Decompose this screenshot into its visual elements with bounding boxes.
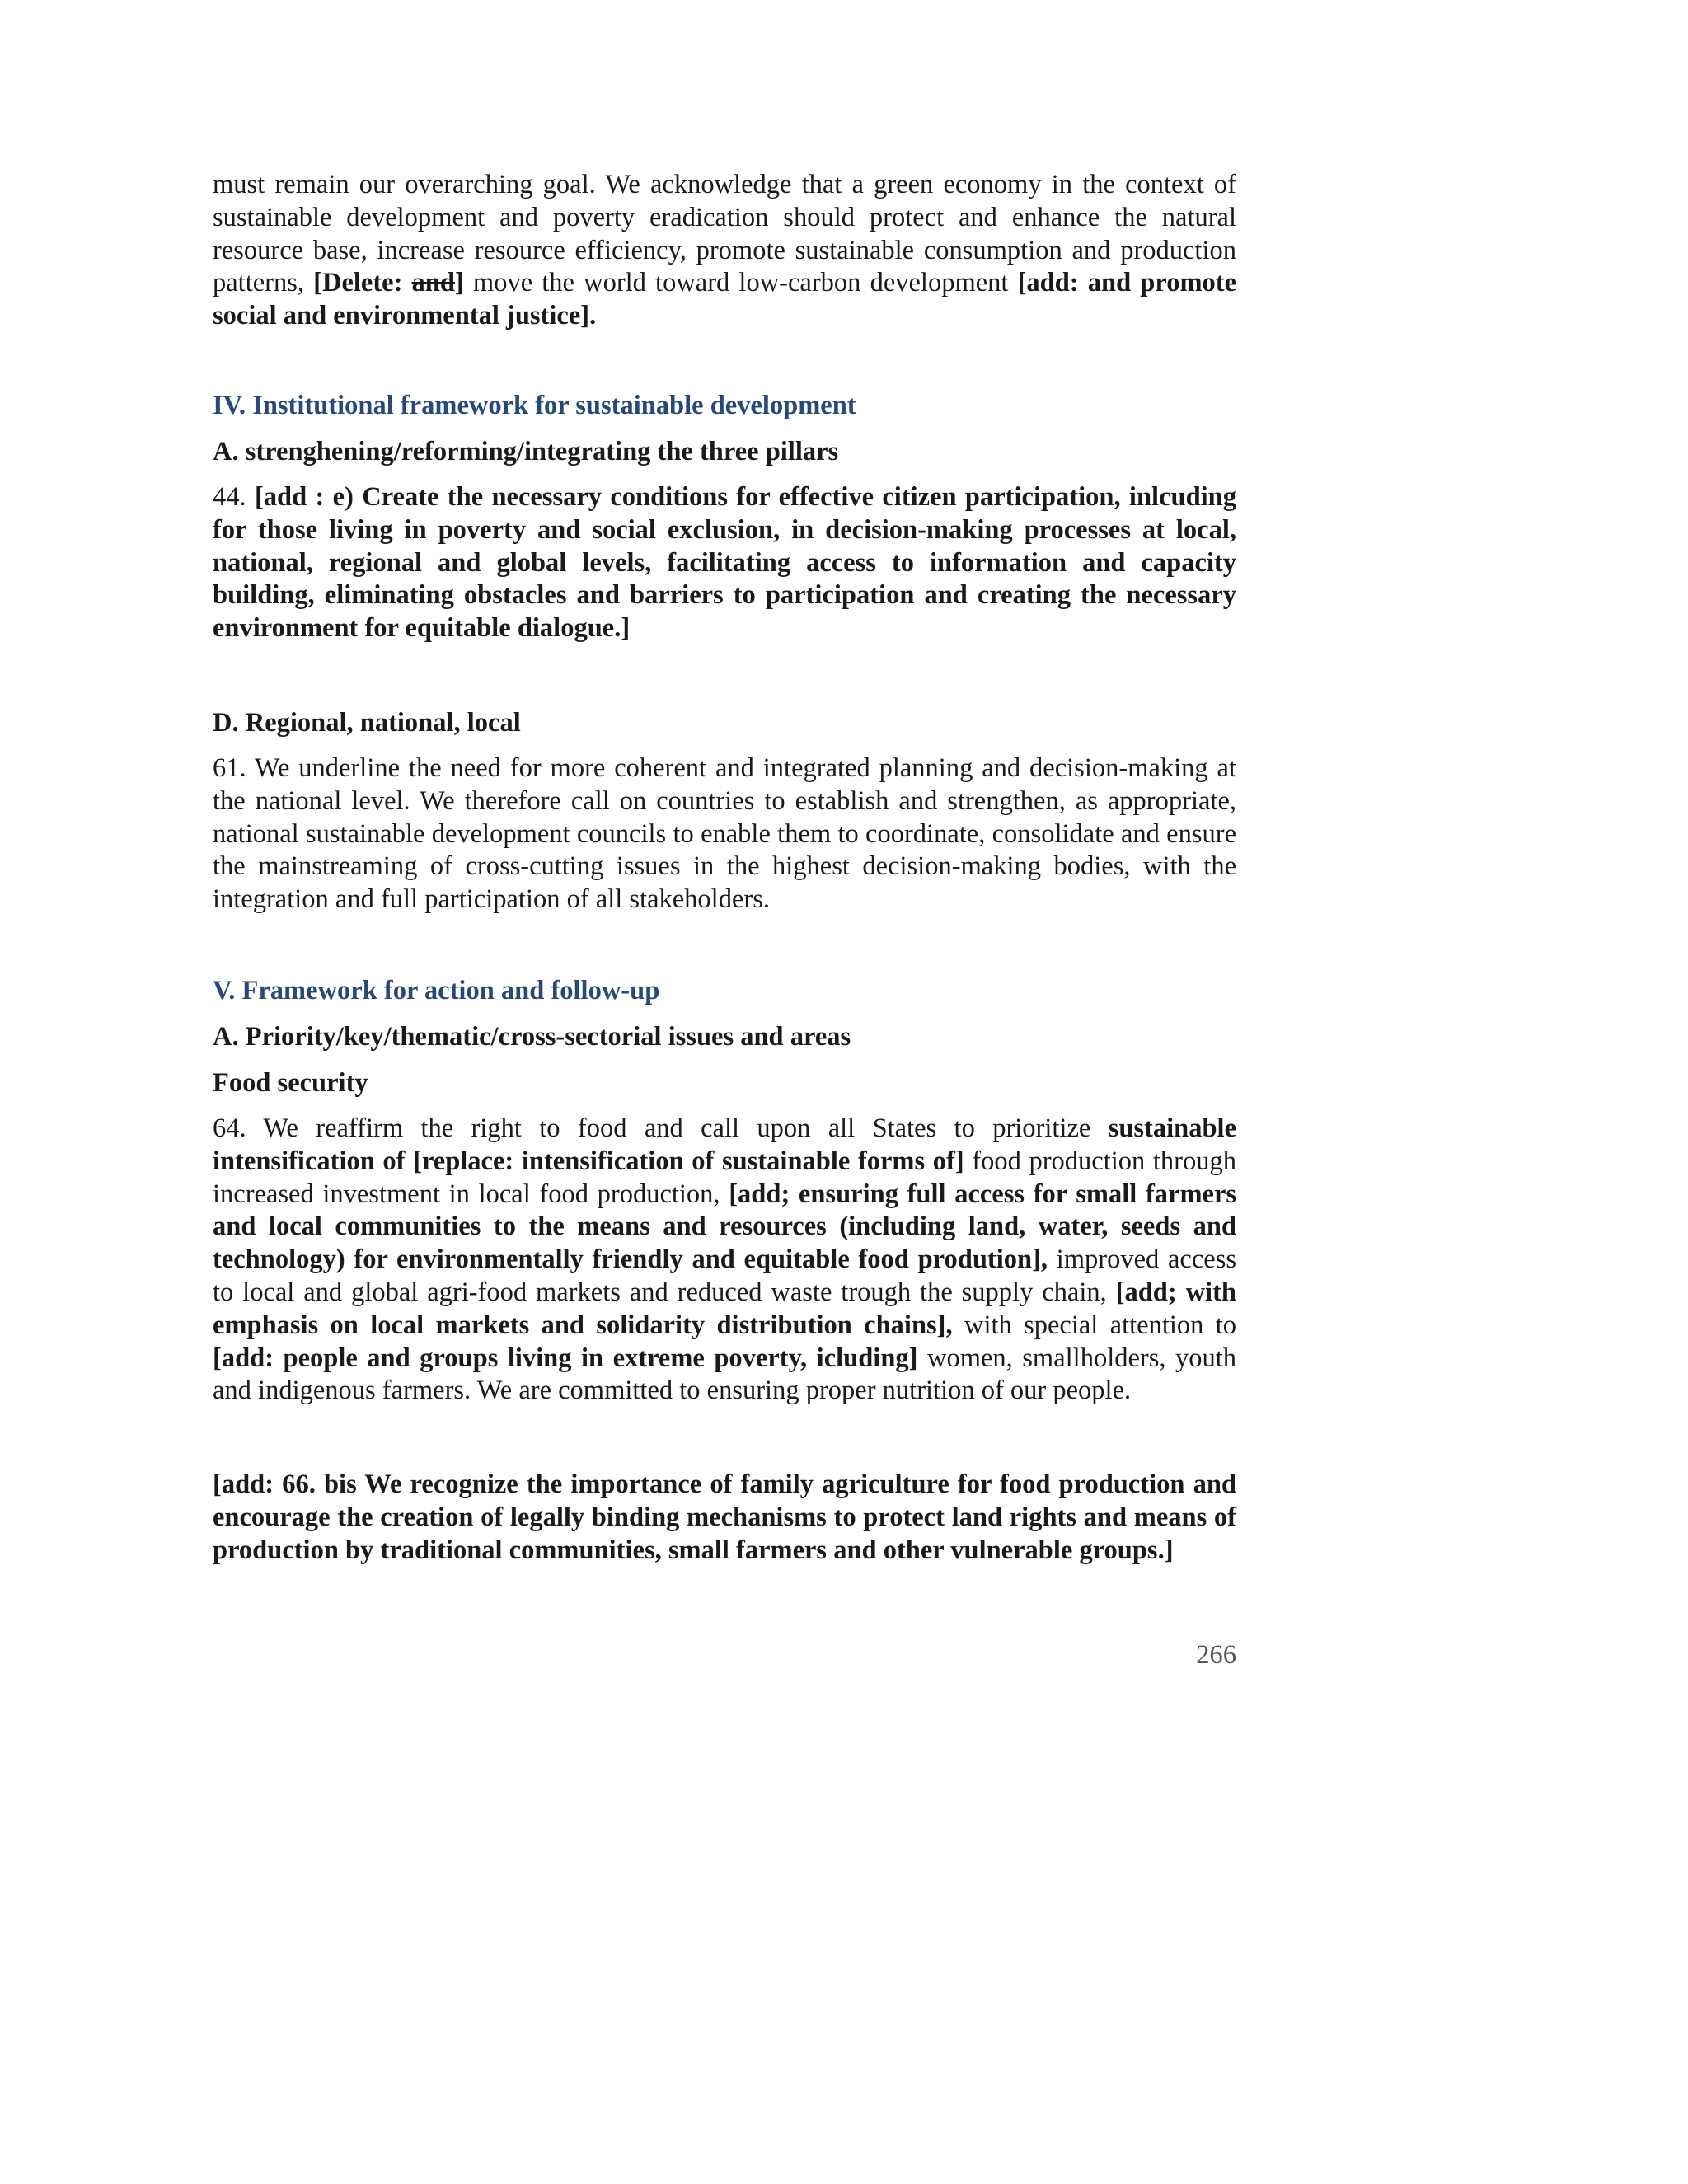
paragraph-64 <box>213 1113 1236 1408</box>
subsection-d-heading: D. Regional, national, local <box>213 707 521 738</box>
document-page <box>213 169 1237 1670</box>
p64-text-4: with special attention to <box>964 1310 1237 1340</box>
subsection-a-heading: A. strenghening/reforming/integrating the three pillars <box>213 436 839 466</box>
paragraph-61: 61. We underline the need for more coherent and integrated planning and decision-making at the national level. We therefore call on countries to establish and strengthen, as appropriate, national sustainable development councils to enable them to coordinate, consolidate and ensure the mainstreaming of cross-cutting issues in the highest decision-making bodies, with the integration and full participation of all stakeholders. <box>213 752 1236 915</box>
deleted-word: and <box>411 268 455 298</box>
page-number: 266 <box>1196 1639 1236 1670</box>
food-security-heading: Food security <box>213 1067 368 1098</box>
p64-text-1: 64. We reaffirm the right to food and call upon all States to prioritize <box>213 1113 1091 1143</box>
section-v-heading: V. Framework for action and follow-up <box>213 975 660 1005</box>
p64-add-amendment-1: [add; ensuring full access for small farmers and local communities to the means and resources (including land, water, seeds and technology) for environmentally friendly and equitable food prodution], <box>213 1179 1237 1275</box>
intro-paragraph <box>213 169 1236 333</box>
paragraph-number: 44. <box>213 481 246 512</box>
p64-add-amendment-2: [add; with emphasis on local markets and solidarity distribution chains], <box>213 1277 1236 1340</box>
add-amendment: [add : e) Create the necessary conditions for effective citizen participation, inlcuding for those living in poverty and social exclusion, in decision-making processes at local, national, regional and global levels, facilitating access to information and capacity building, eliminating obstacles and barriers to participation and creating the necessary environment for equitable dialogue.] <box>213 481 1236 644</box>
paragraph-44 <box>213 481 1236 645</box>
p64-text-3: improved access to local and global agri-food markets and reduced waste trough the supply chain, <box>213 1244 1236 1307</box>
subsection-priority-heading: A. Priority/key/thematic/cross-sectorial issues and areas <box>213 1021 851 1052</box>
intro-text-continued: move the world toward low-carbon development <box>472 268 1009 298</box>
intro-text: must remain our overarching goal. We acknowledge that a green economy in the context of sustainable development and poverty eradication should protect and enhance the natural resource base, increase resource efficiency, promote sustainable consumption and production patterns, <box>213 170 1236 298</box>
paragraph-66-bis: [add: 66. bis We recognize the importance of family agriculture for food production and encourage the creation of legally binding mechanisms to protect land rights and means of production by traditional communities, small farmers and other vulnerable groups.] <box>213 1469 1236 1565</box>
add-amendment: [add: and promote social and environmental justice]. <box>213 268 1237 331</box>
p64-replace-amendment: sustainable intensification of [replace: intensification of sustainable forms of] <box>213 1113 1236 1176</box>
p64-add-amendment-3: [add: people and groups living in extreme poverty, icluding] <box>213 1343 918 1373</box>
section-iv-heading: IV. Institutional framework for sustainable development <box>213 390 856 420</box>
p64-text-5: women, smallholders, youth and indigenous farmers. We are committed to ensuring proper nutrition of our people. <box>213 1343 1237 1406</box>
p64-text-2: food production through increased investment in local food production, <box>213 1146 1237 1209</box>
delete-marker: [Delete: and] <box>313 268 464 298</box>
